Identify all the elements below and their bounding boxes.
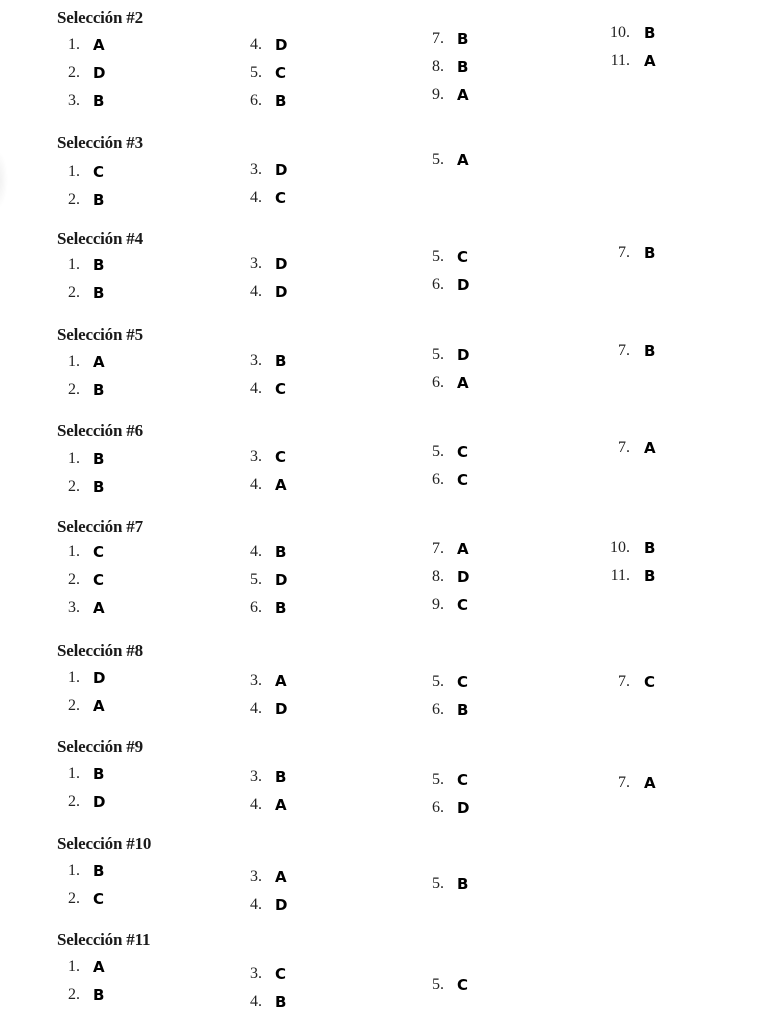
question-number: 5. [432,771,444,788]
question-number-wrap [52,34,80,56]
answer-letter: C [457,596,469,614]
question-number: 6. [432,374,444,391]
question-number-wrap [52,254,80,276]
answer-letter: D [457,568,470,586]
question-number: 2. [68,64,80,81]
answer-letter: B [457,30,469,48]
question-number: 3. [250,868,262,885]
question-number: 2. [68,793,80,810]
answer-letter: C [457,248,469,266]
question-number: 7. [618,439,630,456]
question-number-wrap [416,671,444,693]
answer-letter: B [644,539,656,557]
answer-letter: B [457,58,469,76]
section-title: Selección #3 [57,133,143,152]
answer-letter: C [457,443,469,461]
answer-letter: A [93,36,105,54]
question-number-wrap [234,159,262,181]
question-number: 8. [432,568,444,585]
question-number-wrap [416,28,444,50]
section-title: Selección #4 [57,229,143,248]
answer-letter: D [93,64,106,82]
question-number-wrap [234,281,262,303]
question-number-wrap [234,253,262,275]
question-number-wrap [602,242,630,264]
question-number-wrap [52,860,80,882]
question-number: 7. [618,244,630,261]
answer-letter: B [275,92,287,110]
question-number: 1. [68,353,80,370]
question-number-wrap [234,34,262,56]
question-number-wrap [602,537,630,559]
question-number: 1. [68,163,80,180]
answer-letter: C [93,543,105,561]
question-number-wrap [52,597,80,619]
question-number-wrap [234,474,262,496]
question-number: 3. [250,161,262,178]
question-number-wrap [234,698,262,720]
question-number-wrap [416,566,444,588]
section-title: Selección #10 [57,834,152,853]
question-number-wrap [416,149,444,171]
question-number: 3. [68,92,80,109]
answer-letter: A [457,151,469,169]
question-number: 5. [432,346,444,363]
answer-letter: B [93,191,105,209]
question-number: 10. [610,539,630,556]
answer-letter: B [275,599,287,617]
question-number: 3. [250,255,262,272]
question-number: 7. [432,540,444,557]
question-number-wrap [416,469,444,491]
question-number-wrap [602,22,630,44]
question-number-wrap [234,894,262,916]
question-number-wrap [52,695,80,717]
question-number-wrap [234,963,262,985]
question-number: 9. [432,596,444,613]
question-number: 5. [432,151,444,168]
section-title: Selección #7 [57,517,143,536]
answer-letter: B [93,862,105,880]
question-number-wrap [52,984,80,1006]
answer-letter: A [275,476,287,494]
question-number-wrap [234,670,262,692]
answer-letter: B [275,352,287,370]
question-number: 5. [432,875,444,892]
section-title: Selección #6 [57,421,143,440]
question-number: 2. [68,697,80,714]
answer-letter: D [275,283,288,301]
question-number: 3. [250,768,262,785]
question-number-wrap [52,379,80,401]
question-number-wrap [52,476,80,498]
answer-letter: D [457,346,470,364]
answer-letter: B [275,993,287,1011]
answer-letter: C [275,64,287,82]
question-number: 2. [68,986,80,1003]
question-number: 2. [68,381,80,398]
question-number: 3. [250,672,262,689]
answer-letter: A [644,52,656,70]
question-number-wrap [52,667,80,689]
answer-letter: C [457,673,469,691]
answer-letter: D [93,669,106,687]
question-number: 4. [250,700,262,717]
question-number-wrap [602,340,630,362]
question-number-wrap [234,62,262,84]
question-number: 4. [250,283,262,300]
answer-letter: C [457,471,469,489]
answer-letter: B [93,381,105,399]
question-number-wrap [416,344,444,366]
question-number: 4. [250,380,262,397]
question-number: 11. [610,52,630,69]
question-number-wrap [234,541,262,563]
question-number: 2. [68,478,80,495]
answer-letter: B [93,450,105,468]
answer-letter: D [275,700,288,718]
question-number-wrap [52,888,80,910]
question-number-wrap [234,187,262,209]
answer-letter: A [457,86,469,104]
question-number-wrap [602,772,630,794]
question-number: 4. [250,896,262,913]
question-number: 2. [68,191,80,208]
answer-letter: B [644,244,656,262]
question-number-wrap [234,794,262,816]
question-number: 10. [610,24,630,41]
answer-letter: A [457,374,469,392]
question-number: 3. [250,352,262,369]
question-number: 1. [68,543,80,560]
question-number: 1. [68,256,80,273]
question-number: 4. [250,993,262,1010]
answer-letter: B [275,543,287,561]
question-number-wrap [416,974,444,996]
question-number: 5. [250,571,262,588]
question-number-wrap [52,282,80,304]
answer-letter: B [644,567,656,585]
section-title: Selección #8 [57,641,143,660]
answer-letter: A [275,796,287,814]
question-number: 5. [432,248,444,265]
question-number: 1. [68,36,80,53]
question-number: 5. [250,64,262,81]
section-title: Selección #5 [57,325,143,344]
question-number: 6. [250,599,262,616]
answer-letter: C [275,448,287,466]
question-number-wrap [416,797,444,819]
answer-letter: A [644,774,656,792]
question-number: 7. [618,673,630,690]
question-number: 7. [618,774,630,791]
answer-letter: B [93,478,105,496]
section-title: Selección #9 [57,737,143,756]
answer-letter: C [457,976,469,994]
section-title: Selección #2 [57,8,143,27]
answer-letter: B [93,284,105,302]
question-number: 2. [68,890,80,907]
question-number: 1. [68,669,80,686]
answer-letter: D [275,571,288,589]
question-number: 3. [68,599,80,616]
question-number-wrap [52,62,80,84]
answer-letter: C [275,189,287,207]
question-number: 1. [68,450,80,467]
answer-letter: D [275,255,288,273]
question-number-wrap [52,448,80,470]
answer-letter: C [275,380,287,398]
answer-letter: B [93,765,105,783]
question-number-wrap [234,378,262,400]
answer-letter: D [275,36,288,54]
answer-letter: A [93,353,105,371]
answer-letter: A [93,599,105,617]
question-number: 2. [68,284,80,301]
answer-letter: C [93,571,105,589]
answer-letter: B [644,24,656,42]
question-number: 6. [432,276,444,293]
question-number: 6. [250,92,262,109]
answer-letter: C [644,673,656,691]
question-number: 1. [68,958,80,975]
question-number-wrap [52,541,80,563]
answer-letter: D [457,276,470,294]
question-number-wrap [52,351,80,373]
question-number-wrap [234,597,262,619]
question-number-wrap [52,90,80,112]
question-number-wrap [52,189,80,211]
question-number: 5. [432,673,444,690]
question-number-wrap [234,569,262,591]
question-number-wrap [52,161,80,183]
question-number: 5. [432,976,444,993]
page-edge-shadow [0,150,8,210]
question-number: 6. [432,471,444,488]
answer-letter: B [93,256,105,274]
answer-letter: D [275,896,288,914]
question-number-wrap [52,763,80,785]
question-number-wrap [416,594,444,616]
question-number-wrap [416,873,444,895]
answer-letter: B [644,342,656,360]
question-number-wrap [52,956,80,978]
question-number-wrap [234,90,262,112]
answer-letter: C [93,890,105,908]
answer-letter: C [275,965,287,983]
question-number: 2. [68,571,80,588]
question-number-wrap [416,372,444,394]
answer-letter: A [457,540,469,558]
question-number: 6. [432,799,444,816]
question-number: 5. [432,443,444,460]
question-number: 4. [250,189,262,206]
question-number-wrap [234,446,262,468]
question-number-wrap [416,769,444,791]
answer-letter: D [93,793,106,811]
question-number: 11. [610,567,630,584]
question-number-wrap [602,50,630,72]
question-number: 4. [250,36,262,53]
question-number-wrap [602,565,630,587]
question-number: 9. [432,86,444,103]
question-number: 4. [250,796,262,813]
question-number-wrap [416,274,444,296]
question-number-wrap [602,437,630,459]
section-title: Selección #11 [57,930,151,949]
answer-letter: B [275,768,287,786]
question-number-wrap [52,569,80,591]
question-number-wrap [416,538,444,560]
question-number-wrap [416,56,444,78]
answer-letter: B [93,986,105,1004]
question-number-wrap [234,991,262,1013]
question-number: 6. [432,701,444,718]
answer-letter: A [93,697,105,715]
answer-letter: A [275,868,287,886]
answer-letter: C [457,771,469,789]
answer-letter: A [275,672,287,690]
question-number-wrap [416,441,444,463]
question-number-wrap [416,246,444,268]
question-number-wrap [52,791,80,813]
answer-letter: D [457,799,470,817]
answer-letter: B [457,701,469,719]
question-number-wrap [234,866,262,888]
question-number: 3. [250,965,262,982]
question-number-wrap [602,671,630,693]
question-number: 7. [432,30,444,47]
question-number: 1. [68,862,80,879]
question-number: 4. [250,476,262,493]
question-number: 7. [618,342,630,359]
question-number-wrap [416,699,444,721]
question-number: 1. [68,765,80,782]
question-number: 4. [250,543,262,560]
answer-letter: D [275,161,288,179]
answer-letter: A [93,958,105,976]
question-number-wrap [234,350,262,372]
question-number-wrap [234,766,262,788]
answer-letter: B [457,875,469,893]
question-number-wrap [416,84,444,106]
answer-letter: A [644,439,656,457]
answer-letter: B [93,92,105,110]
question-number: 8. [432,58,444,75]
answer-letter: C [93,163,105,181]
question-number: 3. [250,448,262,465]
